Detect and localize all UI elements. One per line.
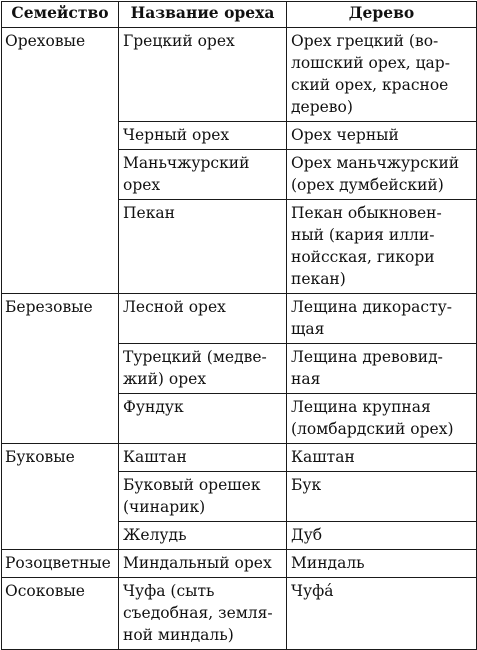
nut-cell: Грецкий орех	[119, 28, 287, 122]
nut-cell: Маньчжурский орех	[119, 150, 287, 200]
tree-cell: Орех грецкий (во-лошский орех, цар-ский орех, красное дерево)	[287, 28, 477, 122]
table-row	[2, 578, 477, 650]
nut-cell: Фундук	[119, 394, 287, 444]
tree-cell: Орех черный	[287, 122, 477, 150]
nut-cell: Лесной орех	[119, 294, 287, 344]
family-cell: Осоковые	[2, 578, 119, 650]
tree-cell: Пекан обыкновен-ный (кария илли-нойсская, гикори пекан)	[287, 200, 477, 294]
tree-cell: Чуфа́	[287, 578, 477, 650]
family-cell: Розоцветные	[2, 550, 119, 578]
nut-cell: Миндальный орех	[119, 550, 287, 578]
header-tree: Дерево	[287, 2, 477, 28]
family-cell: Березовые	[2, 294, 119, 444]
tree-cell: Миндаль	[287, 550, 477, 578]
tree-cell: Лещина крупная (ломбардский орех)	[287, 394, 477, 444]
nut-cell: Пекан	[119, 200, 287, 294]
nut-cell: Турецкий (медве-жий) орех	[119, 344, 287, 394]
header-family: Семейство	[2, 2, 119, 28]
tree-cell: Дуб	[287, 522, 477, 550]
family-cell: Ореховые	[2, 28, 119, 294]
nut-cell: Чуфа (сыть съедобная, земля-ной миндаль)	[119, 578, 287, 650]
tree-cell: Каштан	[287, 444, 477, 472]
nut-cell: Желудь	[119, 522, 287, 550]
tree-cell: Орех маньчжурский (орех думбейский)	[287, 150, 477, 200]
family-cell: Буковые	[2, 444, 119, 550]
table-row	[2, 550, 477, 578]
nut-cell: Черный орех	[119, 122, 287, 150]
table-row	[2, 444, 477, 472]
nut-cell: Каштан	[119, 444, 287, 472]
table-row	[2, 28, 477, 122]
tree-cell: Лещина древовид-ная	[287, 344, 477, 394]
header-nut: Название ореха	[119, 2, 287, 28]
nut-table	[1, 1, 477, 650]
table-row	[2, 294, 477, 344]
header-row	[2, 2, 477, 28]
nut-cell: Буковый орешек (чинарик)	[119, 472, 287, 522]
tree-cell: Лещина дикорасту-щая	[287, 294, 477, 344]
tree-cell: Бук	[287, 472, 477, 522]
